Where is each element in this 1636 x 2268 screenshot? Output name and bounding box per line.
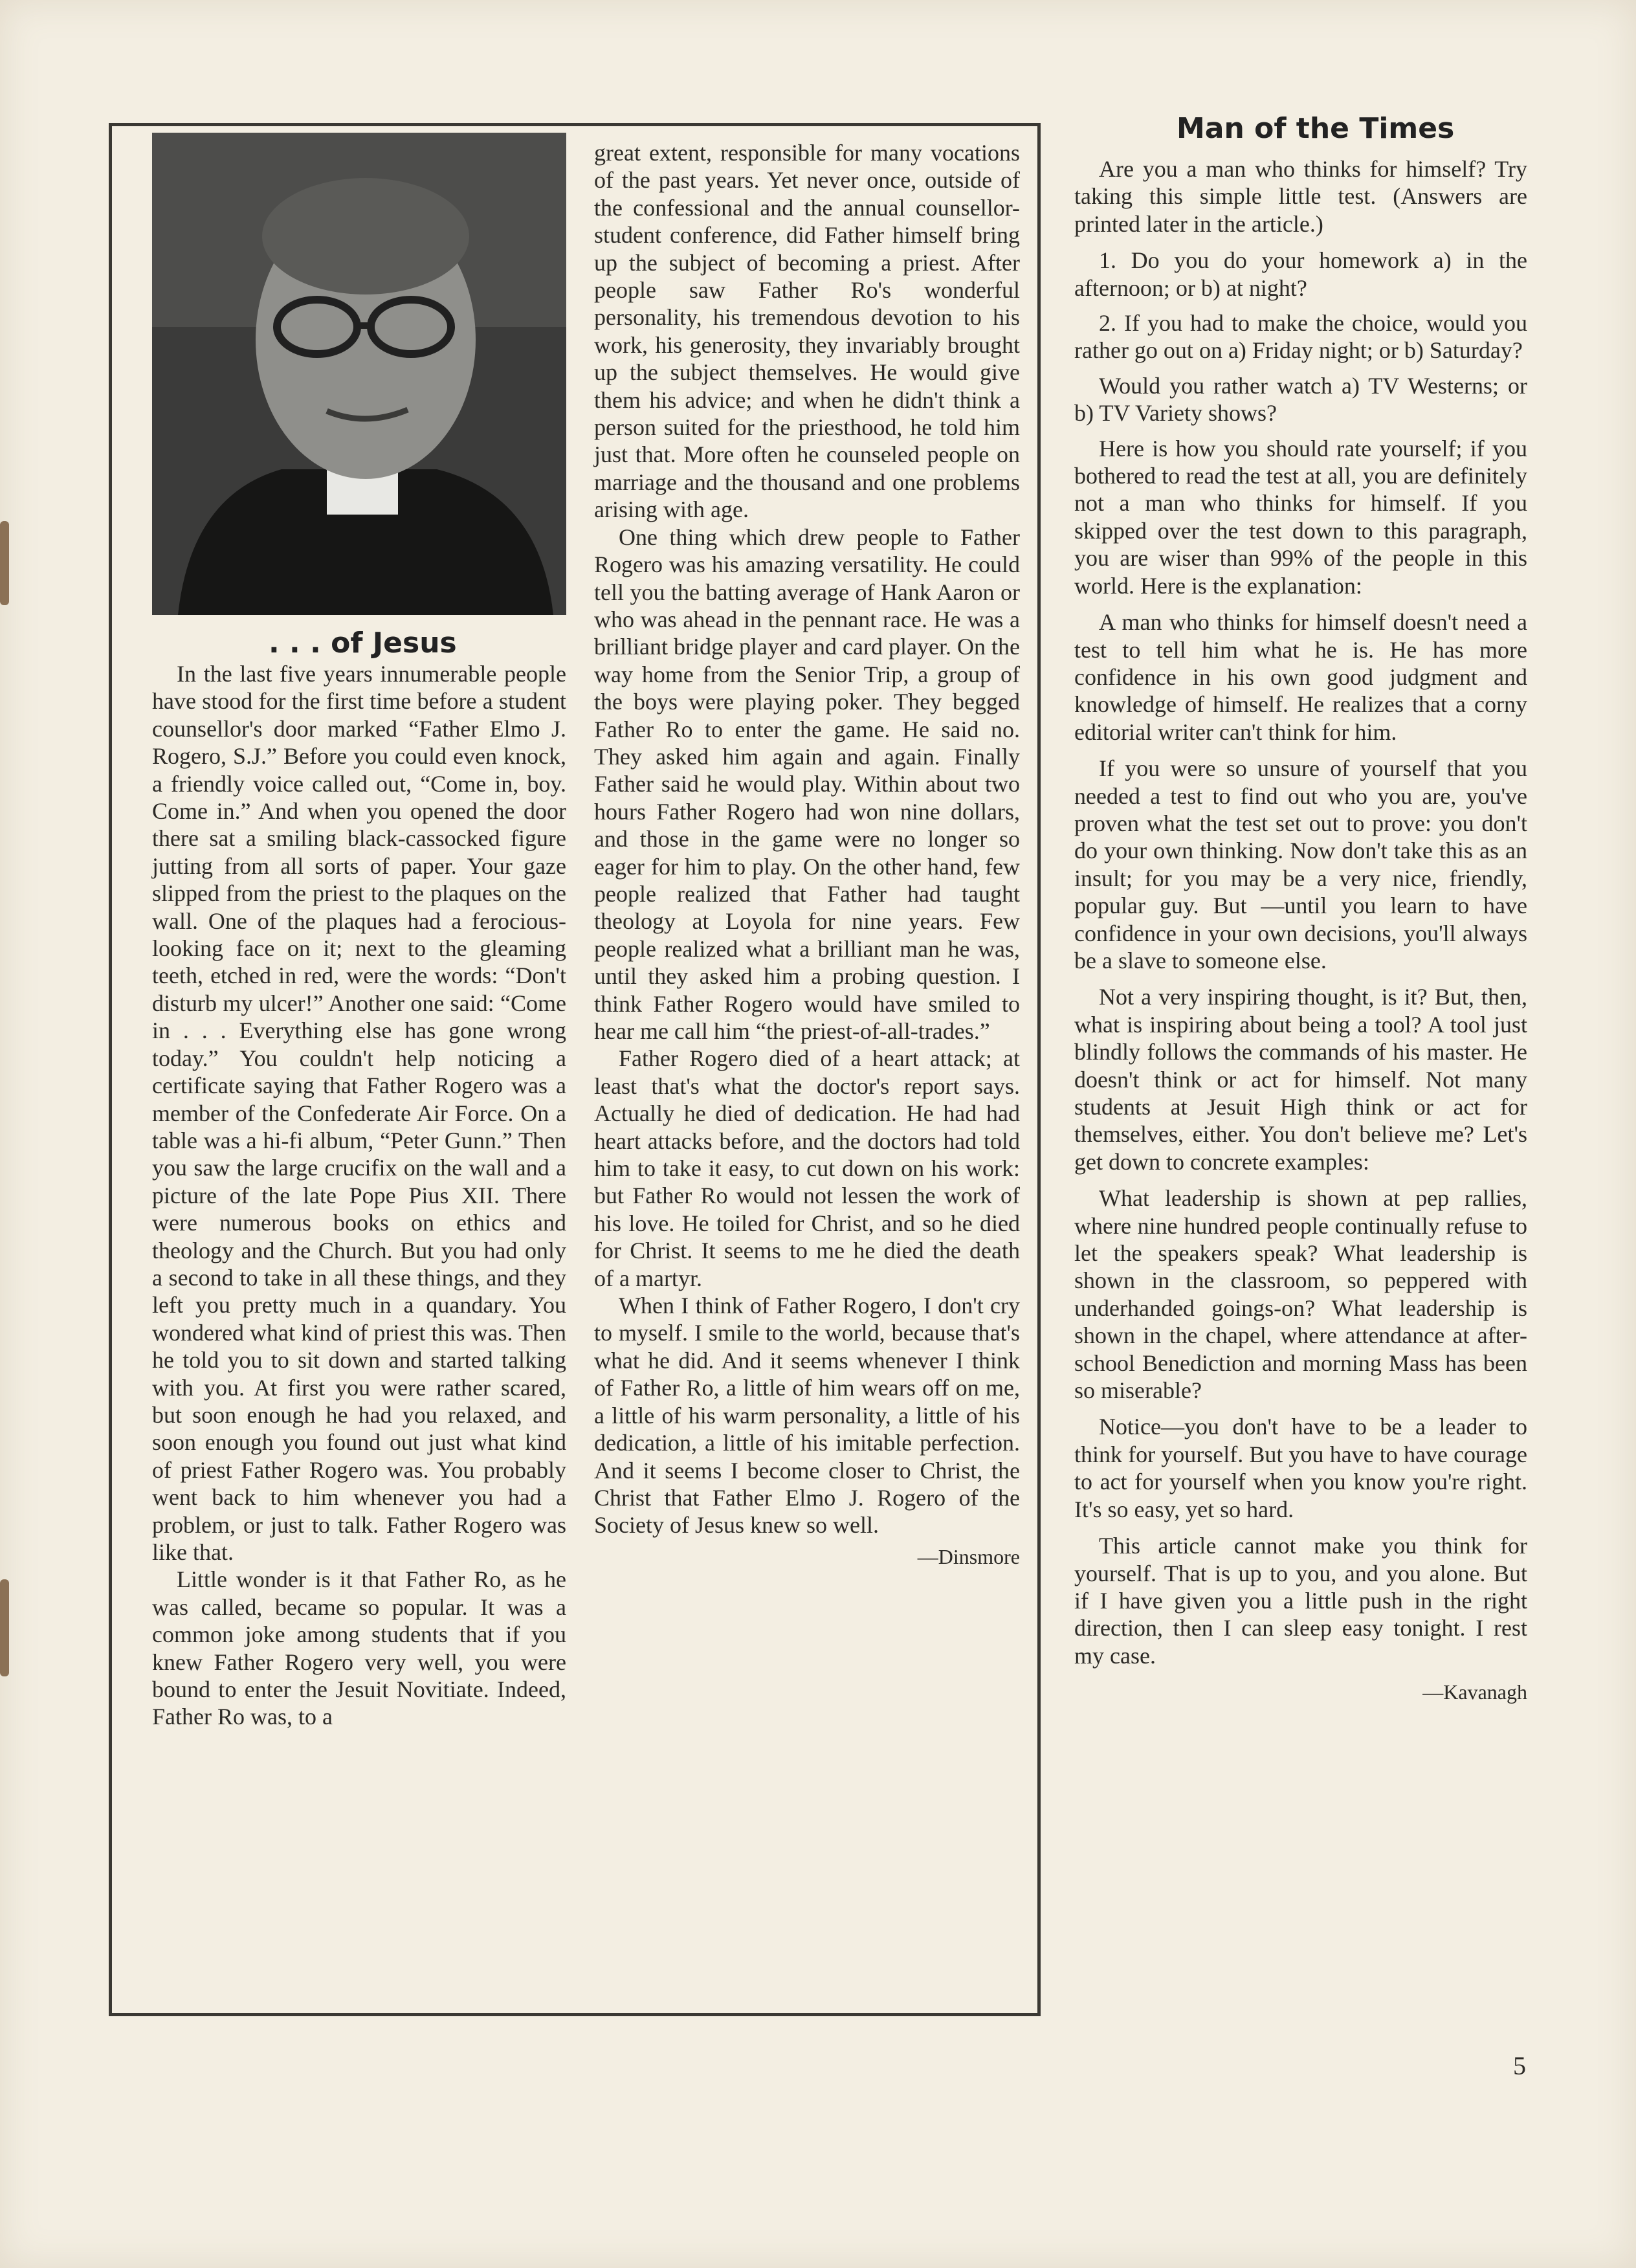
left-article-heading: . . . of Jesus	[269, 627, 457, 660]
left-article-column-2	[594, 139, 1020, 1570]
quiz-question: 1. Do you do your homework a) in the afternoon; or b) at night?	[1074, 247, 1527, 301]
paragraph: Father Rogero died of a heart attack; at least that's what the doctor's report says. Actually he died of dedication. He had had heart attacks before, and the doctors had told him to take it easy, to cut down on his work: but Father Ro would not lessen the work of his love. He toiled for Christ, and so he died for Christ. It seems to me he died the death of a martyr.	[594, 1045, 1020, 1291]
paragraph: Not a very inspiring thought, is it? But, then, what is inspiring about being a tool? A tool just blindly follows the commands of his master. He doesn't think or act for himself. Not many students at Jesuit High think or act for themselves, either. You don't believe me? Let's get down to concrete examples:	[1074, 984, 1527, 1175]
right-article-heading: Man of the Times	[1177, 112, 1455, 145]
quiz-question: Would you rather watch a) TV Westerns; or b) TV Variety shows?	[1074, 372, 1527, 427]
right-article-column	[1074, 155, 1527, 1706]
quiz-question: 2. If you had to make the choice, would you rather go out on a) Friday night; or b) Saturday?	[1074, 310, 1527, 364]
page-number: 5	[1513, 2051, 1526, 2080]
author-signature: —Dinsmore	[917, 1544, 1020, 1568]
paragraph: Little wonder is it that Father Ro, as he was called, became so popular. It was a common joke among students that if you knew Father Rogero very well, you were bound to enter the Jesuit Novitiate. Indeed, Father Ro was, to a	[152, 1566, 566, 1730]
author-signature: —Kavanagh	[1422, 1680, 1527, 1704]
paper-stain	[0, 1579, 9, 1676]
paragraph: A man who thinks for himself doesn't need a test to tell him what he is. He has more confidence in his own good judgment and knowledge of himself. He realizes that a corny editorial writer can't think for him.	[1074, 609, 1527, 745]
paragraph: Notice—you don't have to be a leader to think for yourself. But you have to have courage to act for yourself when you know you're right. It's so easy, yet so hard.	[1074, 1414, 1527, 1522]
intro-paragraph: Are you a man who thinks for himself? Try taking this simple little test. (Answers are printed later in the article.)	[1074, 156, 1527, 237]
paragraph: Here is how you should rate yourself; if you bothered to read the test at all, you are definitely not a man who thinks for himself. If you skipped over the test down to this paragraph, you are wiser than 99% of the people in this world. Here is the explanation:	[1074, 435, 1527, 599]
paragraph: great extent, responsible for many vocations of the past years. Yet never once, outside of the confessional and the annual counsellor-student conference, did Father himself bring up the subject of becoming a priest. After people saw Father Ro's wonderful personality, his tremendous devotion to his work, his generosity, they invariably brought up the subject themselves. He would give them his advice; and when he didn't think a person suited for the priesthood, he told him just that. More often he counseled people on marriage and the thousand and one problems arising with age.	[594, 140, 1020, 523]
paragraph: This article cannot make you think for yourself. That is up to you, and you alone. But if I have given you a little push in the right direction, then I can sleep easy tonight. I rest my case.	[1074, 1533, 1527, 1669]
portrait-photo	[152, 133, 566, 615]
priest-portrait-image	[152, 133, 566, 615]
paragraph: One thing which drew people to Father Rogero was his amazing versatility. He could tell you the batting average of Hank Aaron or who was ahead in the pennant race. He was a brilliant bridge player and card player. On the way home from the Senior Trip, a group of the boys were playing poker. They begged Father Ro to enter the game. He said no. They asked him again and again. Finally Father said he would play. Within about two hours Father Rogero had won nine dollars, and those in the game were no longer so eager for him to play. On the other hand, few people realized that Father had taught theology at Loyola for nine years. Few people realized what a brilliant man he was, until they asked him a probing question. I think Father Rogero would have smiled to hear me call him “the priest-of-all-trades.”	[594, 524, 1020, 1044]
paragraph: If you were so unsure of yourself that you needed a test to find out who you are, you've proven what the test set out to prove: you don't do your own thinking. Now don't take this as an insult; for you may be a very nice, friendly, popular guy. But —until you learn to have confidence in your own decisions, you'll always be a slave to someone else.	[1074, 755, 1527, 973]
left-article-column-1	[152, 660, 566, 1731]
paragraph: In the last five years innumerable people have stood for the first time before a student counsellor's door marked “Father Elmo J. Rogero, S.J.” Before you could even knock, a friendly voice called out, “Come in, boy. Come in.” And when you opened the door there sat a smiling black-cassocked figure jutting from all sorts of paper. Your gaze slipped from the priest to the plaques on the wall. One of the plaques had a ferocious-looking face on it; next to the gleaming teeth, etched in red, were the words: “Don't disturb my ulcer!” Another one said: “Come in . . . Everything else has gone wrong today.” You couldn't help noticing a certificate saying that Father Rogero was a member of the Confederate Air Force. On a table was a hi-fi album, “Peter Gunn.” Then you saw the large crucifix on the wall and a picture of the late Pope Pius XII. There were numerous books on ethics and theology and the Church. But you had only a second to take in all these things, and they left you pretty much in a quandary. You wondered what kind of priest this was. Then he told you to sit down and started talking with you. At first you were rather scared, but soon enough he had you relaxed, and soon enough you found out just what kind of priest Father Rogero was. You probably went back to him whenever you had a problem, or just to talk. Father Rogero was like that.	[152, 661, 566, 1565]
paragraph: What leadership is shown at pep rallies, where nine hundred people continually refuse to let the speakers speak? What leadership is shown in the classroom, so peppered with underhanded goings-on? What leadership is shown in the chapel, where attendance at after-school Benediction and morning Mass has been so miserable?	[1074, 1185, 1527, 1404]
paper-stain	[0, 521, 9, 605]
paragraph: When I think of Father Rogero, I don't cry to myself. I smile to the world, because that's what he did. And it seems whenever I think of Father Ro, a little of him wears off on me, a little of his warm personality, a little of his dedication, a little of his imitable perfection. And it seems I become closer to Christ, the Christ that Father Elmo J. Rogero of the Society of Jesus knew so well.	[594, 1293, 1020, 1539]
